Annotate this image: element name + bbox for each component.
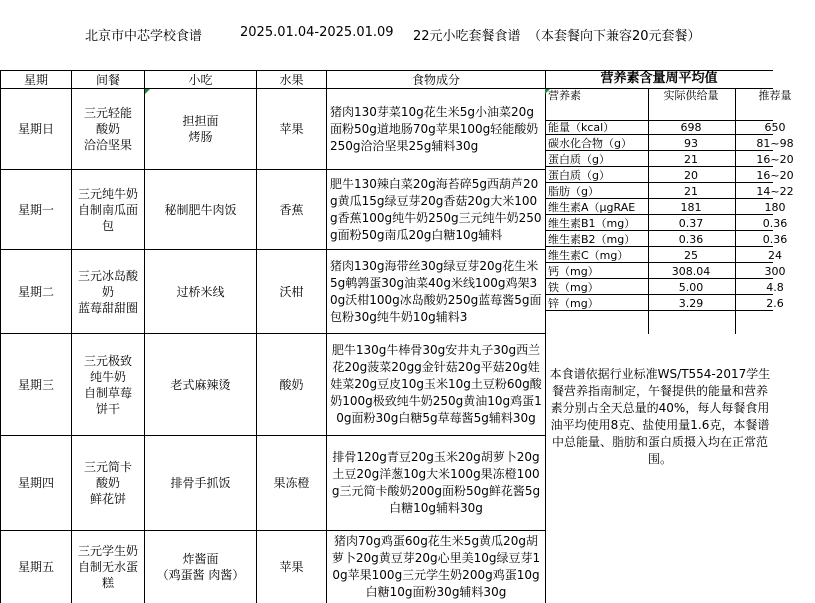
package-note: （本套餐向下兼容20元套餐）: [528, 29, 701, 44]
nutrient-recommended: 14~22: [756, 185, 794, 198]
nutrition-row: [545, 249, 782, 263]
jiancan-cell: [72, 436, 144, 530]
day-cell: 星期五: [17, 560, 54, 574]
xiaochi-line: 担担面: [182, 114, 219, 128]
fruit-cell: 果冻橙: [273, 476, 310, 490]
nutrient-actual: 21: [684, 153, 698, 166]
jiancan-line: 酸奶: [95, 476, 120, 490]
nutrient-name: 钙（mg）: [548, 265, 599, 278]
nutrient-recommended: 16~20: [756, 169, 794, 182]
nutrient-actual: 93: [684, 137, 698, 150]
jiancan-cell: [72, 89, 144, 169]
nutrient-actual: 698: [680, 121, 702, 134]
jiancan-line: 三元学生奶: [77, 544, 138, 558]
nutrition-row: [545, 297, 784, 311]
xiaochi-line: （鸡蛋酱 肉酱）: [156, 568, 245, 582]
jiancan-line: 三元极致: [83, 353, 132, 368]
jiancan-cell: [72, 170, 144, 249]
day-cell: 星期一: [17, 202, 54, 217]
nutrient-recommended: 0.36: [762, 217, 788, 230]
xiaochi-line: 炸酱面: [182, 552, 219, 566]
nutrient-recommended: 0.36: [762, 233, 788, 246]
nutrition-row: [545, 265, 786, 279]
school-name: 北京市中芯学校食谱: [85, 29, 203, 44]
jiancan-line: 自制南瓜面: [77, 202, 138, 217]
fruit-cell: 香蕉: [279, 202, 304, 217]
day-cell: 星期二: [17, 284, 54, 299]
jiancan-line: 蓝莓甜甜圈: [77, 300, 138, 315]
nutrient-name: 维生素B2（mg）: [548, 233, 636, 246]
food-cell: 猪肉130芽菜10g花生米5g小油菜20g面粉50g道地肠70g苹果100g轻能酸奶250g洽洽坚果25g辅料30g: [330, 104, 539, 153]
jiancan-line: 纯牛奶: [89, 369, 126, 384]
date-range: 2025.01.04-2025.01.09: [240, 25, 394, 40]
nutrient-name: 维生素C（mg）: [548, 249, 629, 262]
day-cell: 星期四: [17, 476, 54, 490]
jiancan-line: 饼干: [95, 401, 120, 416]
jiancan-line: 三元轻能: [83, 106, 132, 120]
food-cell: 猪肉130g海带丝30g绿豆芽20g花生米5g鹌鹑蛋30g油菜40g米线100g鸡架30g沃柑100g冰岛酸奶250g蓝莓酱5g面包粉30g纯牛奶10g辅料3: [330, 258, 542, 324]
food-cell: 猪肉70g鸡蛋60g花生米5g黄瓜20g胡萝卜20g黄豆芽20g心里美10g绿豆芽10g苹果100g三元学生奶200g鸡蛋10g白糖10g面粉30g辅料30g: [331, 534, 541, 599]
nutrition-col-actual: 实际供给量: [663, 89, 719, 102]
nutrient-actual: 25: [684, 249, 698, 262]
nutrient-name: 脂肪（g）: [548, 185, 599, 198]
nutrition-note: 本食谱依据行业标准WS/T554-2017学生餐营养指南制定，午餐提供的能量和营养素分别占全天总量的40%，每人每餐食用油平均使用8克、盐使用量1.6克，本餐谱中总能量、脂肪和蛋白质摄入均在正常范围。: [549, 367, 771, 466]
nutrition-row: [545, 153, 794, 167]
nutrition-col-recommended: 推荐量: [758, 89, 792, 102]
nutrient-recommended: 81~98: [756, 137, 794, 150]
jiancan-line: 酸奶: [95, 122, 120, 136]
nutrient-actual: 21: [684, 185, 698, 198]
xiaochi-cell: 排骨手抓饭: [170, 476, 231, 490]
header-fruit: 水果: [279, 72, 304, 87]
nutrition-row: [545, 233, 788, 247]
nutrient-name: 维生素A（μgRAE: [548, 201, 636, 214]
nutrient-name: 维生素B1（mg）: [548, 217, 636, 230]
jiancan-line: 奶: [101, 284, 114, 299]
package-name: 22元小吃套餐食谱: [413, 29, 521, 44]
jiancan-cell: [72, 334, 144, 435]
nutrient-actual: 0.36: [678, 233, 704, 246]
jiancan-line: 自制草莓: [83, 385, 132, 400]
food-cell: 肥牛130g牛棒骨30g安井丸子30g西兰花20g菠菜20gg金针菇20g平菇20g娃娃菜20g豆皮10g玉米10g土豆粉60g酸奶100g极致纯牛奶250g黄油10g鸡蛋10g面粉30g白糖5g草莓酱5g辅料30g: [330, 343, 542, 425]
nutrition-title: 营养素含量周平均值: [600, 71, 718, 86]
food-cell: 肥牛130辣白菜20g海苔碎5g西葫芦20g黄瓜15g绿豆芽20g香菇20g大米100g香蕉100g纯牛奶250g三元纯牛奶250g面粉50g南瓜20g白糖10g辅料: [330, 176, 542, 242]
nutrition-col-name: 营养素: [548, 89, 581, 102]
nutrient-name: 锌（mg）: [548, 297, 599, 310]
nutrition-row: [545, 121, 786, 135]
nutrition-row: [545, 201, 786, 215]
day-cell: 星期三: [17, 377, 54, 392]
jiancan-line: 三元简卡: [83, 460, 132, 474]
nutrient-actual: 5.00: [678, 281, 704, 294]
xiaochi-cell: 老式麻辣烫: [170, 377, 231, 392]
nutrient-recommended: 2.6: [766, 297, 784, 310]
jiancan-line: 自制无水蛋: [77, 560, 138, 574]
xiaochi-cell: [145, 531, 256, 603]
xiaochi-cell: 秘制肥牛肉饭: [164, 202, 237, 217]
nutrition-header-row: [545, 89, 792, 121]
nutrition-row: [545, 281, 784, 295]
nutrient-actual: 3.29: [678, 297, 704, 310]
jiancan-line: 包: [101, 218, 114, 233]
day-cell: 星期日: [17, 122, 54, 136]
nutrition-row: [545, 185, 794, 199]
xiaochi-cell: [145, 89, 256, 169]
nutrient-recommended: 16~20: [756, 153, 794, 166]
nutrient-actual: 308.04: [671, 265, 711, 278]
nutrient-actual: 181: [680, 201, 702, 214]
page-title: [0, 25, 773, 45]
nutrient-name: 铁（mg）: [548, 281, 599, 294]
fruit-cell: 苹果: [279, 560, 304, 574]
jiancan-cell: [72, 250, 144, 333]
nutrient-recommended: 180: [764, 201, 786, 214]
nutrient-name: 碳水化合物（g）: [548, 137, 632, 150]
food-cell: 排骨120g青豆20g玉米20g胡萝卜20g土豆20g洋葱10g大米100g果冻橙100g三元简卡酸奶200g面粉50g鲜花酱5g白糖10g辅料30g: [331, 450, 541, 515]
header-day: 星期: [23, 72, 48, 87]
nutrient-name: 蛋白质（g）: [548, 169, 610, 182]
nutrition-row: [545, 217, 788, 231]
header-jiancan: 间餐: [95, 72, 120, 87]
jiancan-line: 三元纯牛奶: [77, 186, 138, 201]
nutrient-recommended: 300: [764, 265, 786, 278]
nutrient-actual: 20: [684, 169, 698, 182]
header-ingredients: 食物成分: [411, 72, 460, 87]
xiaochi-line: 烤肠: [188, 130, 213, 144]
jiancan-line: 洽洽坚果: [83, 138, 132, 152]
jiancan-line: 三元冰岛酸: [77, 268, 138, 283]
nutrient-name: 能量（kcal）: [548, 121, 615, 134]
nutrient-recommended: 24: [768, 249, 782, 262]
nutrient-name: 蛋白质（g）: [548, 153, 610, 166]
jiancan-line: 鲜花饼: [89, 492, 126, 506]
fruit-cell: 沃柑: [279, 284, 304, 299]
jiancan-cell: [72, 531, 144, 603]
nutrition-row: [545, 137, 794, 151]
fruit-cell: 苹果: [279, 122, 304, 136]
jiancan-line: 糕: [101, 576, 114, 590]
xiaochi-cell: 过桥米线: [176, 284, 225, 299]
nutrition-row: [545, 169, 794, 183]
nutrient-recommended: 4.8: [766, 281, 784, 294]
header-xiaochi: 小吃: [188, 72, 213, 87]
fruit-cell: 酸奶: [279, 377, 304, 392]
nutrient-actual: 0.37: [678, 217, 704, 230]
nutrient-recommended: 650: [764, 121, 786, 134]
